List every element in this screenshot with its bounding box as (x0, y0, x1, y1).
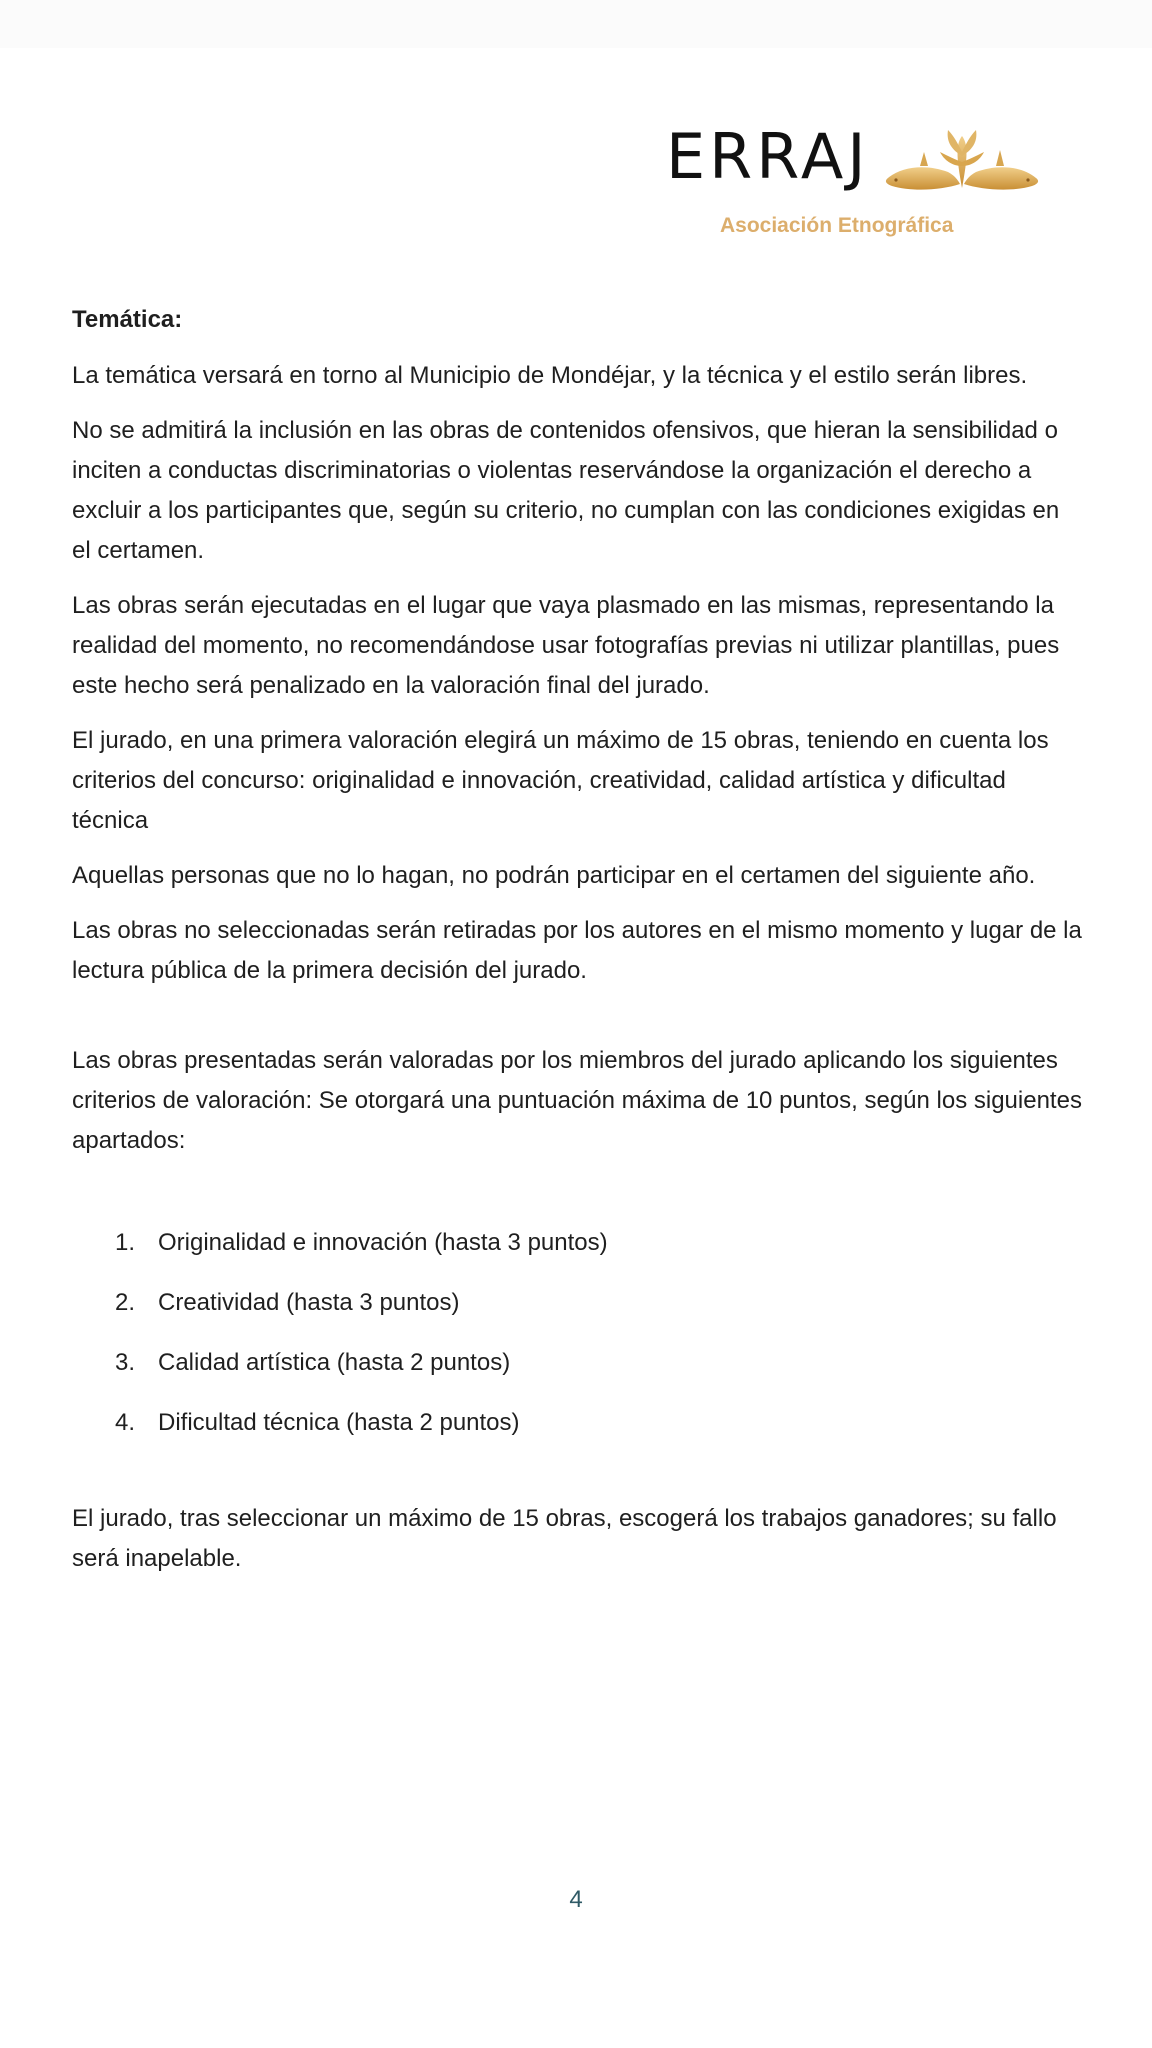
criteria-text: Creatividad (hasta 3 puntos) (158, 1289, 460, 1316)
criteria-item (72, 1223, 1082, 1263)
criteria-intro: Las obras presentadas serán valoradas por los miembros del jurado aplicando los siguientes criterios de valoración: Se otorgará una puntuación máxima de 10 puntos, según los siguientes apartados: (72, 1047, 1082, 1154)
paragraph: Aquellas personas que no lo hagan, no podrán participar en el certamen del siguiente año. (72, 862, 1036, 889)
paragraph: El jurado, en una primera valoración elegirá un máximo de 15 obras, teniendo en cuenta los criterios del concurso: originalidad e innovación, creatividad, calidad artística y dificultad técnica (72, 727, 1049, 834)
criteria-item (72, 1403, 1082, 1443)
criteria-number: 3. (115, 1349, 136, 1376)
top-strip (0, 0, 1152, 48)
criteria-number: 1. (115, 1229, 136, 1256)
document-body (72, 300, 1082, 1579)
paragraph: Las obras no seleccionadas serán retiradas por los autores en el mismo momento y lugar de la lectura pública de la primera decisión del jurado. (72, 917, 1082, 984)
criteria-text: Calidad artística (hasta 2 puntos) (158, 1349, 511, 1376)
criteria-number: 2. (115, 1289, 136, 1316)
paragraph: Las obras serán ejecutadas en el lugar que vaya plasmado en las mismas, representando la realidad del momento, no recomendándose usar fotografías previas ni utilizar plantillas, pues este hecho será penalizado en la valoración final del jurado. (72, 592, 1060, 699)
page-number: 4 (569, 1886, 583, 1913)
logo-text: ERRAJ (666, 120, 870, 193)
criteria-text: Originalidad e innovación (hasta 3 puntos) (158, 1229, 608, 1256)
criteria-item (72, 1343, 1082, 1383)
paragraph: La temática versará en torno al Municipio de Mondéjar, y la técnica y el estilo serán libres. (72, 362, 1028, 389)
paragraph: No se admitirá la inclusión en las obras de contenidos ofensivos, que hieran la sensibilidad o inciten a conductas discriminatorias o violentas reservándose la organización el derecho a excluir a los participantes que, según su criterio, no cumplan con las condiciones exigidas en el certamen. (72, 417, 1060, 564)
criteria-number: 4. (115, 1409, 136, 1436)
criteria-text: Dificultad técnica (hasta 2 puntos) (158, 1409, 520, 1436)
golden-fish-emblem-icon (882, 126, 1042, 196)
section-heading: Temática: (72, 306, 183, 333)
criteria-list (72, 1223, 1082, 1443)
logo (666, 122, 1056, 252)
criteria-item (72, 1283, 1082, 1323)
closing-paragraph: El jurado, tras seleccionar un máximo de 15 obras, escogerá los trabajos ganadores; su fallo será inapelable. (72, 1505, 1057, 1572)
logo-subtitle: Asociación Etnográfica (720, 214, 954, 237)
